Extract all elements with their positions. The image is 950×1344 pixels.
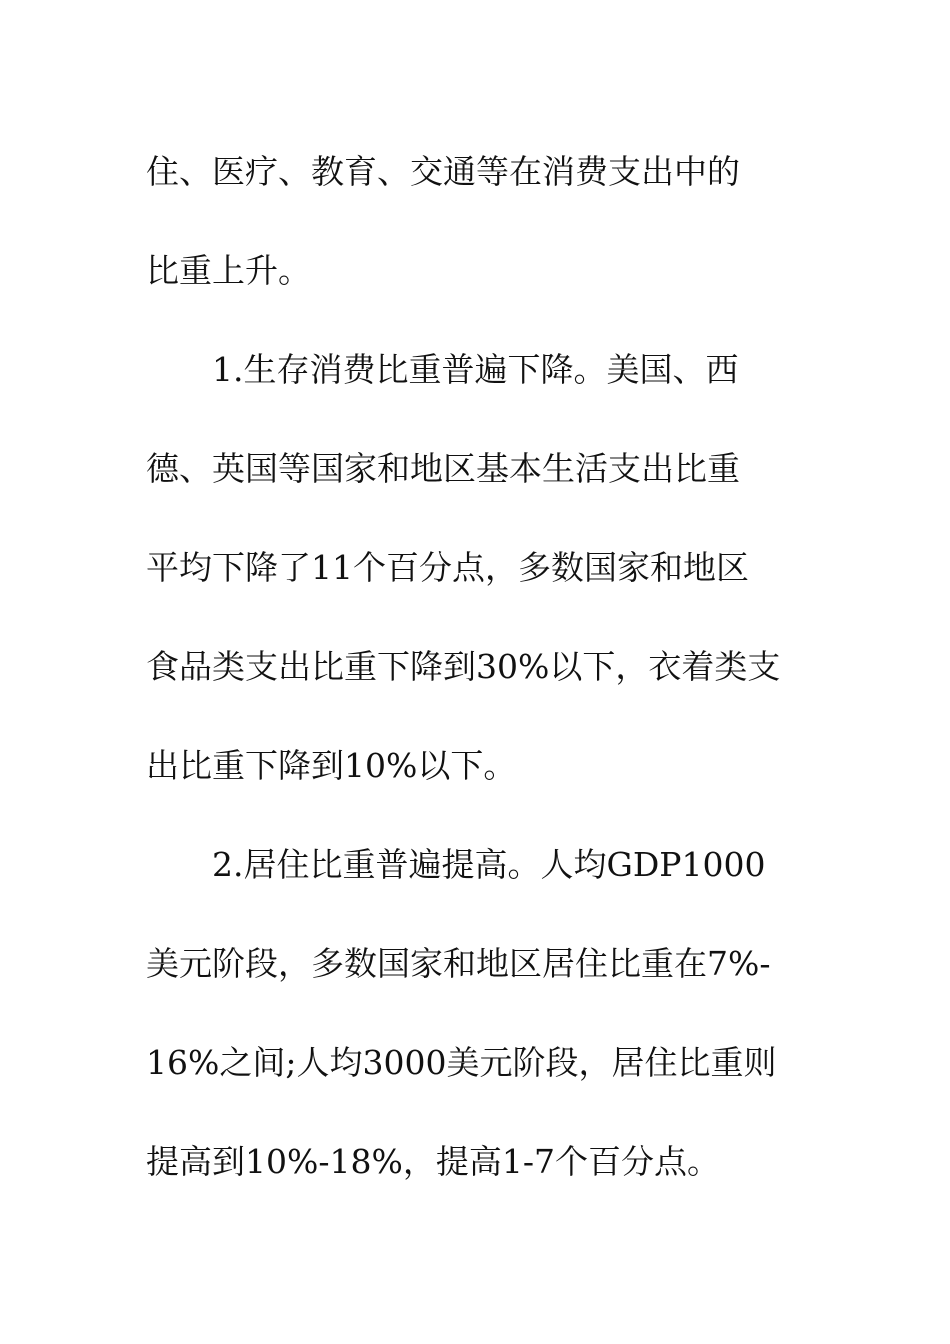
paragraph-1-start: 1.生存消费比重普遍下降。美国、西: [212, 350, 739, 389]
body-text: [146, 122, 816, 1211]
text-line: 德、英国等国家和地区基本生活支出比重: [146, 449, 740, 488]
text-line: 住、医疗、教育、交通等在消费支出中的: [146, 152, 740, 191]
text-line: 16%之间;人均3000美元阶段，居住比重则: [146, 1043, 777, 1082]
text-line: 出比重下降到10%以下。: [146, 746, 517, 785]
text-line: 食品类支出比重下降到30%以下，衣着类支: [146, 647, 781, 686]
text-line: 提高到10%-18%，提高1-7个百分点。: [146, 1142, 720, 1181]
paragraph-2-start: 2.居住比重普遍提高。人均GDP1000: [212, 845, 766, 884]
text-line: 平均下降了11个百分点，多数国家和地区: [146, 548, 749, 587]
text-line: 比重上升。: [146, 251, 311, 290]
text-line: 美元阶段，多数国家和地区居住比重在7%-: [146, 944, 771, 983]
